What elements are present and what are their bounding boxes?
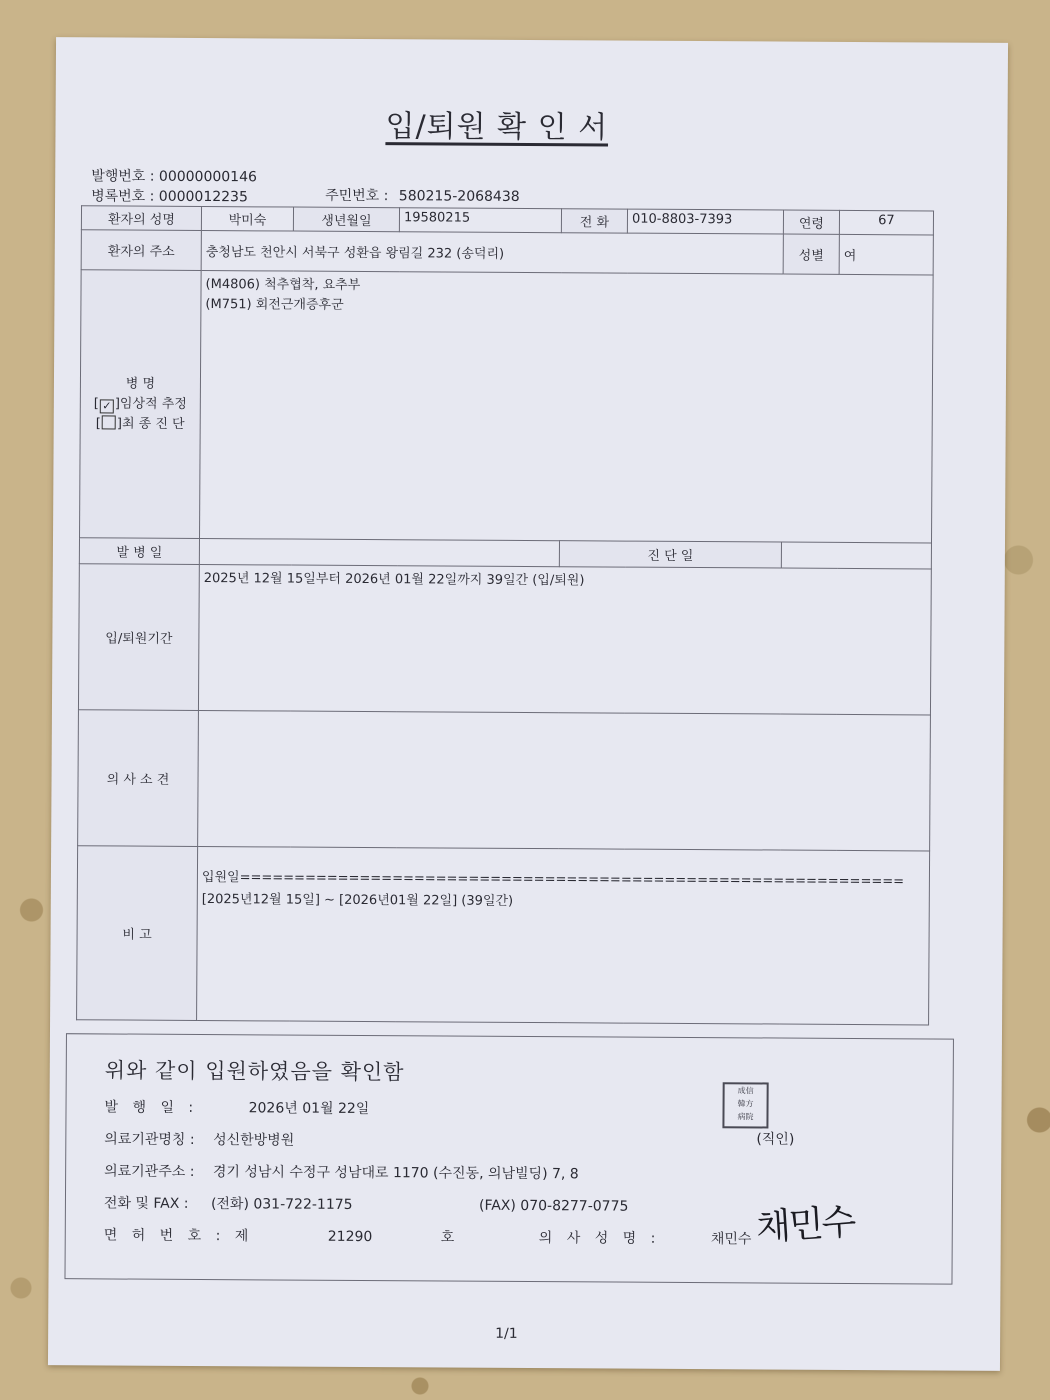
- diagnosis-label-cell: [80, 270, 202, 539]
- remarks: [197, 846, 930, 1024]
- birth-date: 19580215: [399, 208, 561, 233]
- tel: (전화) 031-722-1175: [210, 1196, 353, 1213]
- hospital-address-row: 의료기관주소 : 경기 성남시 수정구 성남대로 1170 (수진동, 의남빌딩) 7, 8: [104, 1163, 579, 1183]
- onset-label: 발 병 일: [79, 538, 199, 565]
- phone: 010-8803-7393: [627, 209, 783, 234]
- patient-info-table: [76, 205, 934, 1025]
- hospital-name: 성신한방병원: [213, 1132, 295, 1149]
- issue-date-row: 발 행 일 : 2026년 01월 22일: [104, 1099, 370, 1118]
- diagnosis-item: (M4806) 척추협착, 요추부: [205, 277, 361, 293]
- sex: 여: [839, 234, 933, 275]
- remarks-line: [2025년12월 15일] ~ [2026년01월 22일] (39일간): [201, 892, 514, 909]
- phone-label: 전 화: [561, 209, 627, 233]
- diagnosis-label: 병 명: [125, 376, 156, 392]
- patient-name-label: 환자의 성명: [81, 206, 201, 231]
- address-label: 환자의 주소: [81, 230, 201, 271]
- tel-fax-row: 전화 및 FAX : (전화) 031-722-1175 (FAX) 070-8277-0775: [103, 1195, 629, 1215]
- remarks-label: 비 고: [77, 846, 198, 1021]
- license-number: 21290: [327, 1228, 373, 1246]
- address: 충청남도 천안시 서북구 성환읍 왕림길 232 (송덕리): [201, 230, 783, 274]
- final-checkbox: [102, 415, 116, 429]
- period: 2025년 12월 15일부터 2026년 01월 22일까지 39일간 (입/퇴원): [198, 564, 931, 714]
- document-title: 입/퇴원 확 인 서: [385, 109, 609, 146]
- page-number: 1/1: [495, 1325, 518, 1342]
- hospital-address: 경기 성남시 수정구 성남대로 1170 (수진동, 의남빌딩) 7, 8: [212, 1164, 579, 1183]
- diagnosis-date-label: 진 단 일: [559, 541, 781, 568]
- fax: (FAX) 070-8277-0775: [478, 1197, 629, 1215]
- final-diagnosis-option: [ ]최 종 진 단: [95, 415, 185, 432]
- opinion: [198, 710, 931, 850]
- hospital-seal-image: 成信 韓方 病院: [722, 1082, 768, 1128]
- seal-note: (직인): [756, 1131, 795, 1148]
- opinion-label: 의 사 소 견: [78, 710, 199, 847]
- doctor-signature-image: 채민수: [754, 1201, 856, 1249]
- age: 67: [839, 210, 933, 235]
- onset-date: [199, 538, 559, 566]
- issue-number: 발행번호 : 00000000146: [91, 168, 257, 186]
- resident-number: 주민번호 : 580215-2068438: [325, 187, 520, 205]
- clinical-estimate-option: [ ✓ ]임상적 추정: [93, 395, 187, 412]
- confirmation-statement: 위와 같이 입원하였음을 확인함: [104, 1058, 405, 1085]
- diagnosis-item: (M751) 회전근개증후군: [205, 297, 344, 313]
- remarks-line: 입원일=============================================================: [201, 870, 905, 890]
- age-label: 연령: [783, 210, 839, 234]
- confirmation-block: [64, 1033, 953, 1284]
- clinical-checkbox: ✓: [100, 399, 114, 413]
- birth-label: 생년월일: [293, 207, 399, 232]
- hospital-row: 의료기관명칭 : 성신한방병원: [104, 1131, 295, 1149]
- sex-label: 성별: [783, 234, 839, 274]
- document-page: [48, 37, 1008, 1371]
- license-row: 면 허 번 호 : 제 21290 호 의 사 성 명 : 채민수: [103, 1227, 752, 1248]
- record-number: 병록번호 : 0000012235: [91, 188, 248, 206]
- issue-date: 2026년 01월 22일: [248, 1100, 370, 1118]
- patient-name: 박미숙: [201, 206, 293, 231]
- period-label: 입/퇴원기간: [78, 564, 199, 711]
- doctor-name: 채민수: [710, 1231, 752, 1248]
- diagnosis-date: [781, 542, 931, 569]
- diagnosis-list: [200, 270, 934, 542]
